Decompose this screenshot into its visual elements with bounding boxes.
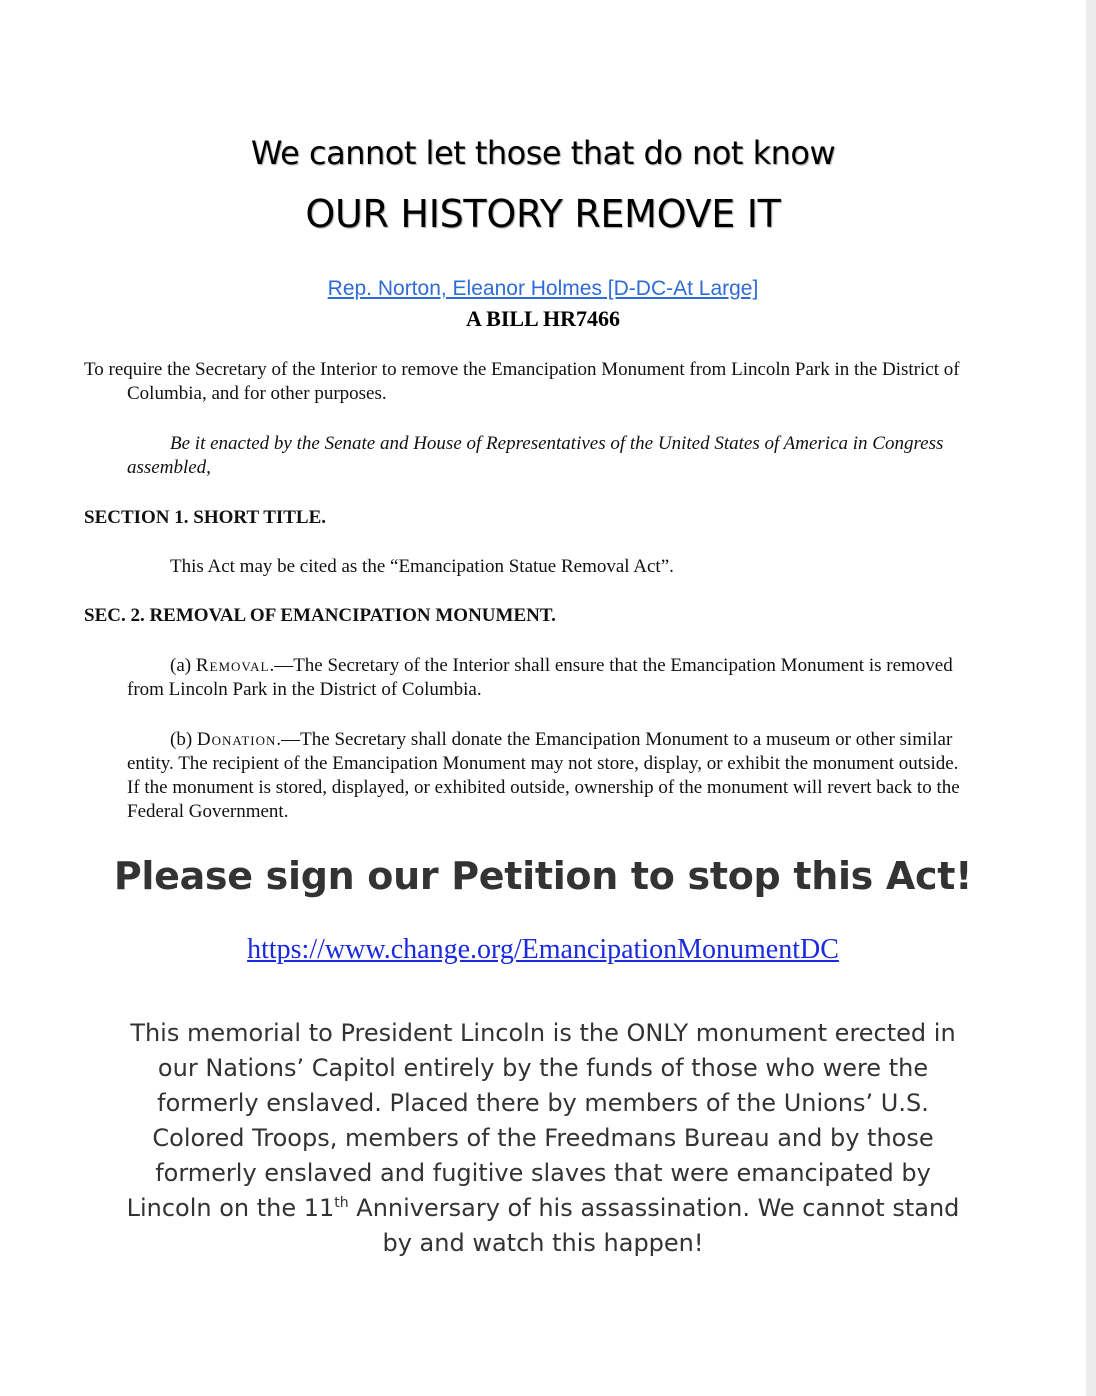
bill-number: A BILL HR7466 [465, 306, 621, 331]
window-scroll-edge [1086, 0, 1096, 1396]
para-a-label: Removal [195, 655, 270, 676]
memorial-paragraph [113, 1016, 973, 1261]
para-a-text: .—The Secretary of the Interior shall ensure that the Emancipation Monument is removed from Lincoln Park in the District of Columbia. [127, 655, 953, 700]
para-b-text: .—The Secretary shall donate the Emancipation Monument to a museum or other similar entity. The recipient of the Emancipation Monument may not store, display, or exhibit the monument outside. If the monument is stored, displayed, or exhibited outside, ownership of the monument will revert back to the Federal Government. [127, 729, 960, 822]
sponsor-line [0, 277, 1086, 301]
para-a-prefix: (a) [170, 655, 196, 676]
headline-line-2: OUR HISTORY REMOVE IT [305, 192, 781, 236]
memorial-text-part-2: Anniversary of his assassination. We cannot stand by and watch this happen! [348, 1194, 960, 1257]
memorial-superscript: th [334, 1195, 349, 1211]
enacting-clause: Be it enacted by the Senate and House of Representatives of the United States of America in Congress assembled, [127, 433, 944, 478]
petition-call-to-action: Please sign our Petition to stop this Act! [113, 854, 973, 898]
para-b-prefix: (b) [170, 729, 197, 750]
section-2-paragraph-b [127, 728, 967, 824]
memorial-text-part-1: This memorial to President Lincoln is the ONLY monument erected in our Nations’ Capitol entirely by the funds of those who were the formerly enslaved. Placed there by members of the Unions’ U.S. Colored Troops, members of the Freedmans Bureau and by those formerly enslaved and fugitive slaves that were emancipated by Lincoln on the 11 [126, 1019, 956, 1222]
petition-link[interactable]: https://www.change.org/EmancipationMonumentDC [247, 934, 839, 965]
section-2-heading: SEC. 2. REMOVAL OF EMANCIPATION MONUMENT. [84, 605, 556, 626]
section-2-paragraph-a [127, 654, 967, 702]
bill-purpose: To require the Secretary of the Interior to remove the Emancipation Monument from Lincoln Park in the District of Columbia, and for other purposes. [84, 359, 960, 404]
section-1-heading: SECTION 1. SHORT TITLE. [84, 507, 327, 528]
petition-link-line [0, 934, 1086, 966]
headline-line-1: We cannot let those that do not know [250, 134, 836, 172]
section-1-body: This Act may be cited as the “Emancipation Statue Removal Act”. [170, 556, 674, 577]
para-b-label: Donation [196, 729, 277, 750]
sponsor-link[interactable]: Rep. Norton, Eleanor Holmes [D-DC-At Large] [327, 277, 759, 300]
